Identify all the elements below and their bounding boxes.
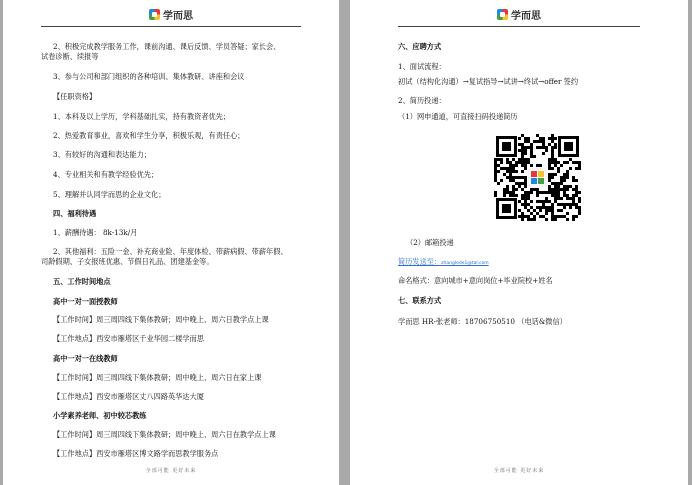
- interview-process-label: 1、面试流程：: [398, 62, 446, 71]
- body-text-line: 【工作时间】周三周四线下集体教研；周中晚上、周六日在家上课: [53, 373, 262, 382]
- section-heading: 高中一对一面授教师: [53, 297, 118, 306]
- body-text-line: 【任职资格】: [53, 92, 97, 101]
- resume-submission-label: 2、简历投递：: [398, 96, 446, 105]
- section-heading: 小学素养老师、初中较芯教练: [53, 411, 147, 420]
- section-heading: 四、福利待遇: [53, 209, 97, 218]
- brand-name: 学而思: [163, 10, 193, 22]
- brand-name: 学而思: [511, 10, 541, 22]
- body-text-line: 2、其他福利：五险一金、补充商业险、年度体检、带薪病假、带薪年假、: [53, 247, 288, 256]
- body-text-line: 【工作地点】西安市雁塔区千业华园二楼学而思: [53, 334, 204, 343]
- body-text-line: 试卷诊断、续报等: [41, 52, 99, 61]
- email-channel-title: （2）邮箱投递: [406, 238, 454, 247]
- document-page-right: [350, 0, 688, 485]
- page-footer: 全部可能 更好未来: [145, 468, 197, 474]
- body-text-line: 【工作时间】周三周四线下集体教研；周中晚上、周六日在教学点上课: [53, 430, 276, 439]
- body-text-line: 1、本科及以上学历，学科基础扎实，持有教资者优先；: [53, 112, 231, 121]
- body-text-line: 2、热爱教育事业，喜欢和学生分享，积极乐观，有责任心；: [53, 131, 245, 140]
- page-footer: 全部可能 更好未来: [493, 468, 545, 474]
- email-line: [398, 257, 489, 269]
- brand-logo-icon: [149, 9, 160, 20]
- page-header: [3, 6, 339, 22]
- brand-logo-icon: [497, 9, 508, 20]
- section-title-application: 六、应聘方式: [398, 42, 442, 51]
- contact-info-text: 学而思 HR-张老师：18706750510 （电话&微信）: [398, 317, 567, 326]
- body-text-line: 1、薪酬待遇： 8k-13k/月: [53, 228, 138, 237]
- header-divider: [41, 26, 301, 27]
- email-label-link[interactable]: 简历发送至：: [398, 257, 442, 266]
- body-text-line: 【工作时间】周三周四线下集体教研；周中晚上、周六日教学点上课: [53, 315, 269, 324]
- page-header: [350, 6, 688, 22]
- qr-code-icon[interactable]: [494, 134, 581, 221]
- body-text-line: 2、积极完成教学服务工作，课前沟通、课后反馈、学员答疑；家长会、: [53, 42, 281, 51]
- body-text-line: 【工作地点】西安市雁塔区博文路学而思教学服务点: [53, 449, 219, 458]
- email-address-link[interactable]: zhanglede1@tal.com: [441, 261, 489, 266]
- body-text-line: 5、理解并认同学而思的企业文化；: [53, 190, 166, 199]
- online-channel-text: （1）网申通道，可直接扫码投递简历: [398, 112, 518, 121]
- body-text-line: 4、专业相关和有教学经验优先；: [53, 170, 159, 179]
- section-heading: 高中一对一在线教师: [53, 354, 118, 363]
- section-title-contact: 七、联系方式: [398, 296, 442, 305]
- naming-format-text: 命名格式：意向城市+意向岗位+毕业院校+姓名: [398, 276, 553, 285]
- body-text-line: 3、有较好的沟通和表达能力；: [53, 150, 152, 159]
- body-text-line: 【工作地点】西安市雁塔区丈八四路英华达大厦: [53, 392, 204, 401]
- body-text-line: 3、参与公司和部门组织的各种培训、集体教研、讲座和会议: [53, 72, 245, 81]
- section-heading: 五、工作时间地点: [53, 277, 111, 286]
- document-page-left: [3, 0, 339, 485]
- interview-flow-text: 初试（结构化沟通）→复试指导→试讲→终试→offer 签约: [398, 77, 579, 86]
- header-divider: [398, 26, 640, 27]
- body-text-line: 司龄假期、子女报班优惠、节假日礼品、团建基金等。: [41, 257, 214, 266]
